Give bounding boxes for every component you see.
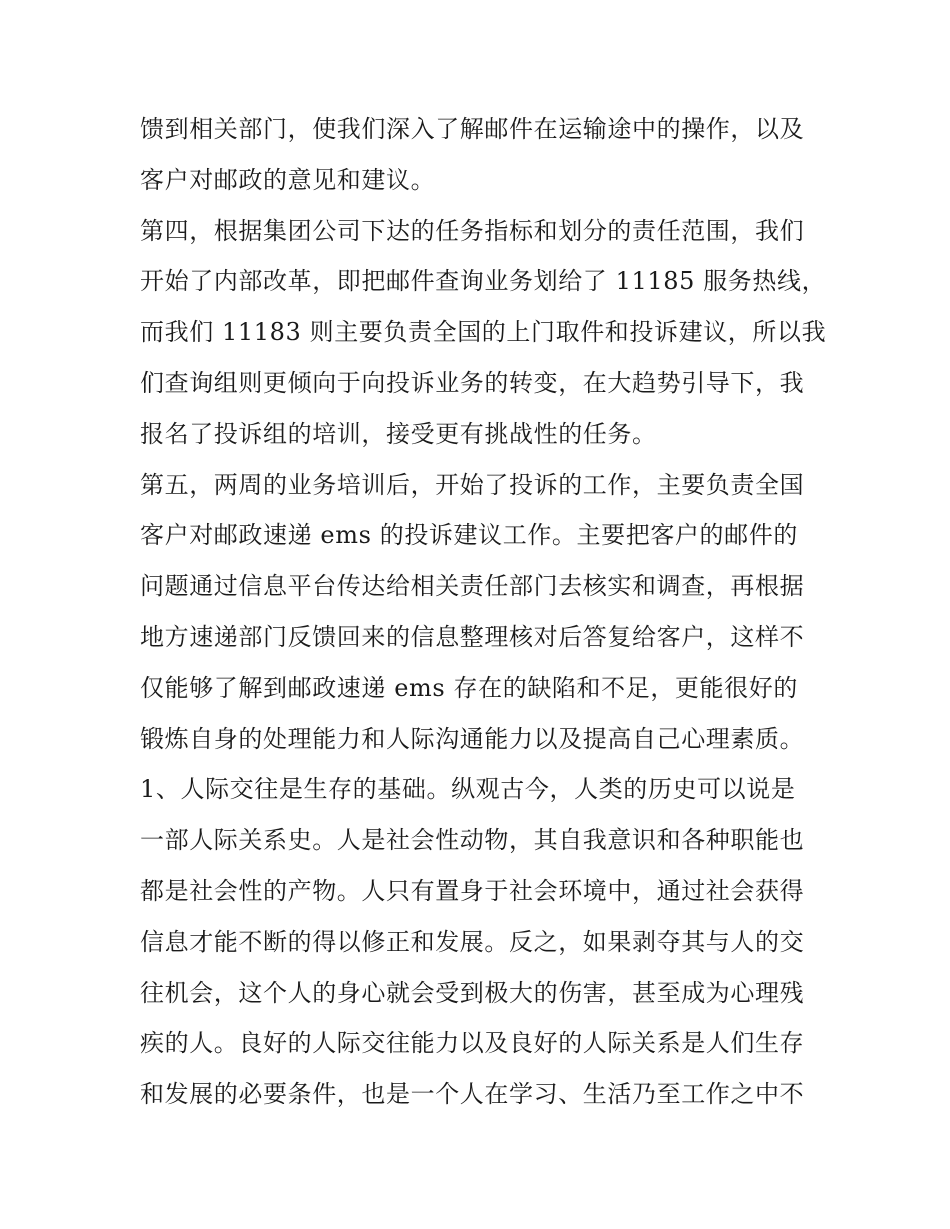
text-line: 第五，两周的业务培训后，开始了投诉的工作，主要负责全国	[140, 470, 805, 499]
body-text	[140, 104, 827, 1120]
text-line: 疾的人。良好的人际交往能力以及良好的人际关系是人们生存	[140, 1029, 805, 1058]
text-line: 一部人际关系史。人是社会性动物，其自我意识和各种职能也	[140, 826, 805, 855]
text-line: 信息才能不断的得以修正和发展。反之，如果剥夺其与人的交	[140, 927, 805, 956]
text-line: 问题通过信息平台传达给相关责任部门去核实和调查，再根据	[140, 572, 805, 601]
text-line: 开始了内部改革，即把邮件查询业务划给了 11185 服务热线，	[140, 267, 827, 296]
text-line: 馈到相关部门，使我们深入了解邮件在运输途中的操作，以及	[140, 115, 805, 143]
text-line: 1、人际交往是生存的基础。纵观古今，人类的历史可以说是	[140, 775, 796, 804]
text-line: 和发展的必要条件，也是一个人在学习、生活乃至工作之中不	[140, 1080, 805, 1109]
text-line: 们查询组则更倾向于向投诉业务的转变，在大趋势引导下，我	[140, 368, 805, 397]
text-line: 往机会，这个人的身心就会受到极大的伤害，甚至成为心理残	[140, 978, 805, 1007]
text-line: 锻炼自身的处理能力和人际沟通能力以及提高自己心理素质。	[140, 724, 805, 753]
text-line: 地方速递部门反馈回来的信息整理核对后答复给客户，这样不	[140, 622, 805, 651]
text-line: 第四，根据集团公司下达的任务指标和划分的责任范围，我们	[140, 216, 805, 245]
text-line: 报名了投诉组的培训，接受更有挑战性的任务。	[140, 419, 657, 448]
text-line: 仅能够了解到邮政速递 ems 存在的缺陷和不足，更能很好的	[140, 673, 798, 702]
text-line: 而我们 11183 则主要负责全国的上门取件和投诉建议，所以我	[140, 318, 827, 347]
text-line: 都是社会性的产物。人只有置身于社会环境中，通过社会获得	[140, 876, 805, 905]
text-line: 客户对邮政的意见和建议。	[140, 165, 436, 194]
text-line: 客户对邮政速递 ems 的投诉建议工作。主要把客户的邮件的	[140, 521, 798, 550]
